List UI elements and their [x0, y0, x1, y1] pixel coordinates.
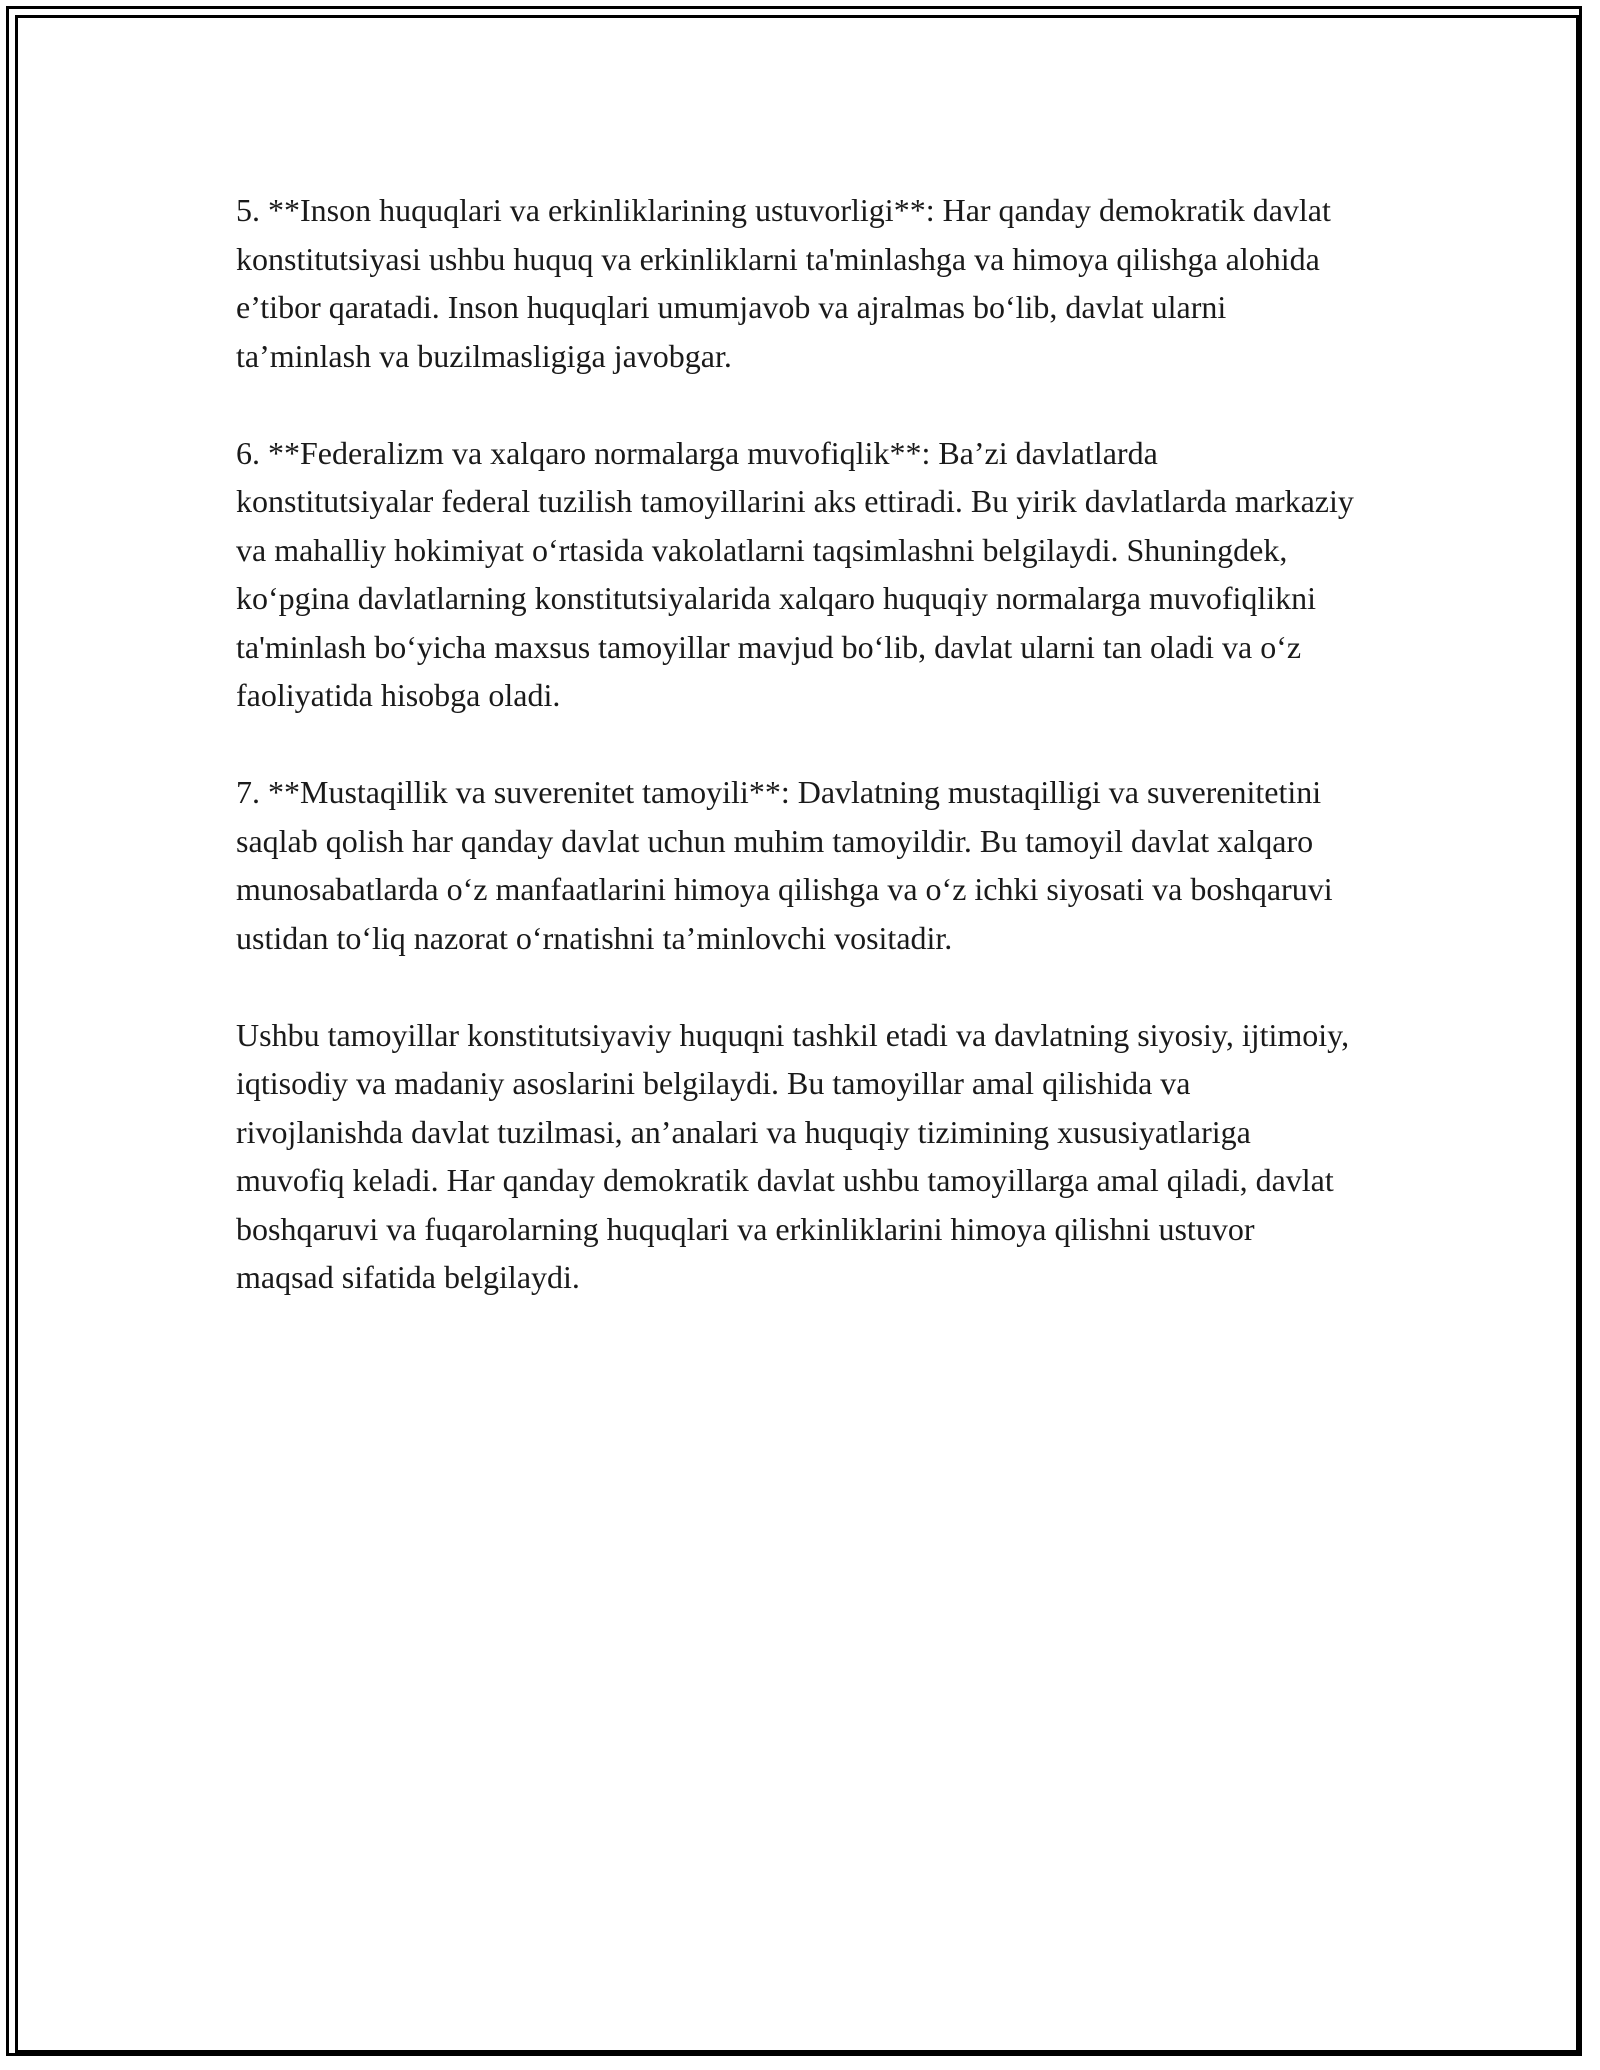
paragraph-6-federalism: 6. **Federalizm va xalqaro normalarga muvofiqlik**: Ba’zi davlatlarda konstitutsiyalar federal tuzilish tamoyillarini aks ettiradi. Bu yirik davlatlarda markaziy va mahalliy hokimiyat o‘rtasida vakolatlarni taqsimlashni belgilaydi. Shuningdek, ko‘pgina davlatlarning konstitutsiyalarida xalqaro huquqiy normalarga muvofiqlikni ta'minlash bo‘yicha maxsus tamoyillar mavjud bo‘lib, davlat ularni tan oladi va o‘z faoliyatida hisobga oladi.	[236, 434, 1354, 713]
paragraph-conclusion: Ushbu tamoyillar konstitutsiyaviy huquqni tashkil etadi va davlatning siyosiy, ijtimoiy, iqtisodiy va madaniy asoslarini belgilaydi. Bu tamoyillar amal qilishida va rivojlanishda davlat tuzilmasi, an’analari va huquqiy tizimining xususiyatlariga muvofiq keladi. Har qanday demokratik davlat ushbu tamoyillarga amal qiladi, davlat boshqaruvi va fuqarolarning huquqlari va erkinliklarini himoya qilishni ustuvor maqsad sifatida belgilaydi.	[236, 1016, 1350, 1295]
document-body	[236, 186, 1356, 1302]
paragraph-5-human-rights: 5. **Inson huquqlari va erkinliklarining ustuvorligi**: Har qanday demokratik davlat konstitutsiyasi ushbu huquq va erkinliklarni ta'minlashga va himoya qilishga alohida e’tibor qaratadi. Inson huquqlari umumjavob va ajralmas bo‘lib, davlat ularni ta’minlash va buzilmasligiga javobgar.	[236, 192, 1331, 374]
paragraph-7-sovereignty: 7. **Mustaqillik va suverenitet tamoyili**: Davlatning mustaqilligi va suverenitetini saqlab qolish har qanday davlat uchun muhim tamoyildir. Bu tamoyil davlat xalqaro munosabatlarda o‘z manfaatlarini himoya qilishga va o‘z ichki siyosati va boshqaruvi ustidan to‘liq nazorat o‘rnatishni ta’minlovchi vositadir.	[236, 774, 1333, 956]
